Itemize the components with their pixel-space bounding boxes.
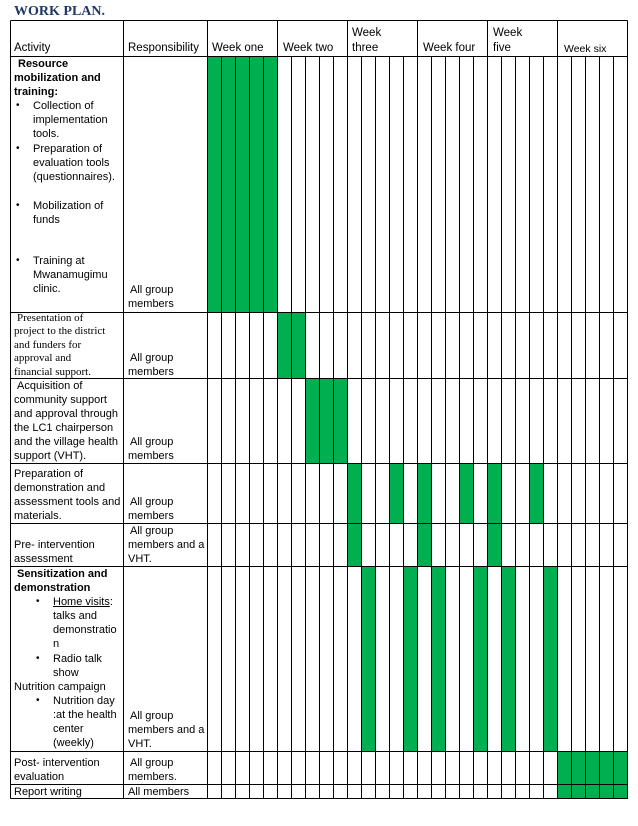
gantt-fill-cell — [236, 57, 250, 313]
activity-item — [53, 595, 113, 609]
page-title: WORK PLAN. — [14, 4, 105, 19]
activity-heading: mobilization and — [14, 72, 101, 84]
gantt-fill-cell — [208, 57, 222, 313]
activity-line: materials. — [14, 510, 62, 522]
activity-line: Post- intervention — [14, 757, 100, 769]
activity-line: approval and — [14, 352, 72, 364]
bullet-icon: • — [16, 200, 20, 211]
responsibility-cell: VHT. — [128, 738, 152, 750]
gantt-fill-cell — [264, 57, 278, 313]
gantt-fill-cell — [250, 57, 264, 313]
responsibility-cell: All group — [130, 525, 174, 537]
responsibility-cell: members and a — [128, 539, 205, 551]
gantt-fill-cell — [544, 567, 558, 752]
header-responsibility: Responsibility — [128, 42, 199, 54]
responsibility-cell: members and a — [128, 724, 205, 736]
gantt-fill-cell — [600, 785, 614, 799]
gantt-fill-cell — [418, 464, 432, 524]
activity-item: Nutrition day — [53, 695, 115, 707]
activity-item: Mobilization of — [33, 200, 104, 212]
gantt-fill-cell — [222, 57, 236, 313]
responsibility-cell: All group — [130, 496, 174, 508]
activity-item: evaluation tools — [33, 157, 110, 169]
gantt-fill-cell — [334, 379, 348, 464]
header-week-six: Week six — [564, 43, 607, 55]
gantt-fill-cell — [586, 785, 600, 799]
activity-line: Nutrition campaign — [14, 681, 106, 693]
activity-line: and approval through — [14, 408, 118, 420]
activity-heading: demonstration — [14, 582, 91, 594]
activity-line: demonstration and — [14, 482, 106, 494]
gantt-fill-cell — [348, 464, 362, 524]
gantt-fill-cell — [600, 752, 614, 785]
activity-line: Presentation of — [17, 312, 84, 324]
bullet-icon: • — [16, 100, 20, 111]
activity-line: project to the district — [14, 325, 106, 337]
header-week-five-l2: five — [493, 42, 511, 54]
activity-line: and funders for — [14, 339, 82, 351]
activity-line: Acquisition of — [17, 380, 83, 392]
responsibility-cell: All group — [130, 352, 174, 364]
gantt-fill-cell — [460, 464, 474, 524]
responsibility-cell: members — [128, 510, 174, 522]
activity-heading: Resource — [18, 58, 69, 70]
gantt-fill-cell — [432, 567, 446, 752]
activity-item: (questionnaires). — [33, 171, 115, 183]
activity-item: tools. — [33, 128, 60, 140]
responsibility-cell: All group — [130, 710, 174, 722]
gantt-fill-cell — [502, 567, 516, 752]
header-week-five-l1: Week — [493, 27, 523, 39]
header-week-four: Week four — [423, 42, 476, 54]
activity-line: the LC1 chairperson — [14, 422, 114, 434]
responsibility-cell: members. — [128, 771, 177, 783]
activity-item: Collection of — [33, 100, 94, 112]
responsibility-cell: All group — [130, 436, 174, 448]
gantt-fill-cell — [558, 785, 572, 799]
activity-item: center — [53, 723, 84, 735]
gantt-fill-cell — [488, 464, 502, 524]
bullet-icon: • — [36, 596, 40, 607]
activity-item: demonstratio — [53, 624, 117, 636]
responsibility-cell: members — [128, 450, 174, 462]
responsibility-cell: VHT. — [128, 553, 152, 565]
gantt-fill-cell — [614, 752, 628, 785]
gantt-fill-cell — [572, 785, 586, 799]
activity-item: funds — [33, 214, 60, 226]
gantt-fill-cell — [530, 464, 544, 524]
gantt-fill-cell — [320, 379, 334, 464]
gantt-fill-cell — [404, 567, 418, 752]
activity-item: Radio talk — [53, 653, 102, 665]
gantt-fill-cell — [390, 464, 404, 524]
activity-line: Pre- intervention — [14, 539, 95, 551]
activity-line: Preparation of — [14, 468, 84, 480]
activity-item: Training at — [33, 255, 85, 267]
activity-line: evaluation — [14, 771, 65, 783]
gantt-fill-cell — [586, 752, 600, 785]
activity-line: Report writing — [14, 786, 82, 798]
gantt-fill-cell — [614, 785, 628, 799]
activity-item: implementation — [33, 114, 108, 126]
activity-item: Preparation of — [33, 143, 103, 155]
activity-line: assessment — [14, 553, 73, 565]
gantt-fill-cell — [278, 313, 292, 379]
gantt-fill-cell — [348, 524, 362, 567]
activity-item: (weekly) — [53, 737, 94, 749]
home-visits-colon: : — [109, 596, 113, 608]
gantt-fill-cell — [488, 524, 502, 567]
gantt-fill-cell — [362, 567, 376, 752]
responsibility-cell: All group — [130, 757, 174, 769]
activity-item: :at the health — [53, 709, 117, 721]
responsibility-cell: All members — [128, 786, 190, 798]
home-visits-label: Home visits — [53, 596, 110, 608]
bullet-icon: • — [36, 695, 40, 706]
gantt-fill-cell — [572, 752, 586, 785]
activity-heading: training: — [14, 86, 58, 98]
gantt-fill-cell — [558, 752, 572, 785]
responsibility-cell: All group — [130, 284, 174, 296]
header-week-one: Week one — [212, 42, 264, 54]
activity-line: community support — [14, 394, 107, 406]
bullet-icon: • — [36, 653, 40, 664]
activity-line: financial support. — [14, 366, 91, 378]
activity-item: Mwanamugimu — [33, 269, 108, 281]
activity-heading: Sensitization and — [17, 568, 108, 580]
responsibility-cell: members — [128, 298, 174, 310]
activity-line: assessment tools and — [14, 496, 121, 508]
activity-item: n — [53, 638, 60, 650]
header-week-three-l2: three — [352, 42, 379, 54]
activity-line: and the village health — [14, 436, 118, 448]
bullet-icon: • — [16, 143, 20, 154]
activity-item: talks and — [53, 610, 98, 622]
header-week-two: Week two — [283, 42, 334, 54]
responsibility-cell: members — [128, 366, 174, 378]
gantt-fill-cell — [306, 379, 320, 464]
activity-item: clinic. — [33, 283, 61, 295]
header-activity: Activity — [14, 42, 51, 54]
activity-item: show — [53, 667, 79, 679]
header-week-three-l1: Week — [352, 27, 382, 39]
activity-line: support (VHT). — [14, 450, 87, 462]
gantt-fill-cell — [418, 524, 432, 567]
gantt-fill-cell — [292, 313, 306, 379]
gantt-fill-cell — [474, 567, 488, 752]
bullet-icon: • — [16, 255, 20, 266]
